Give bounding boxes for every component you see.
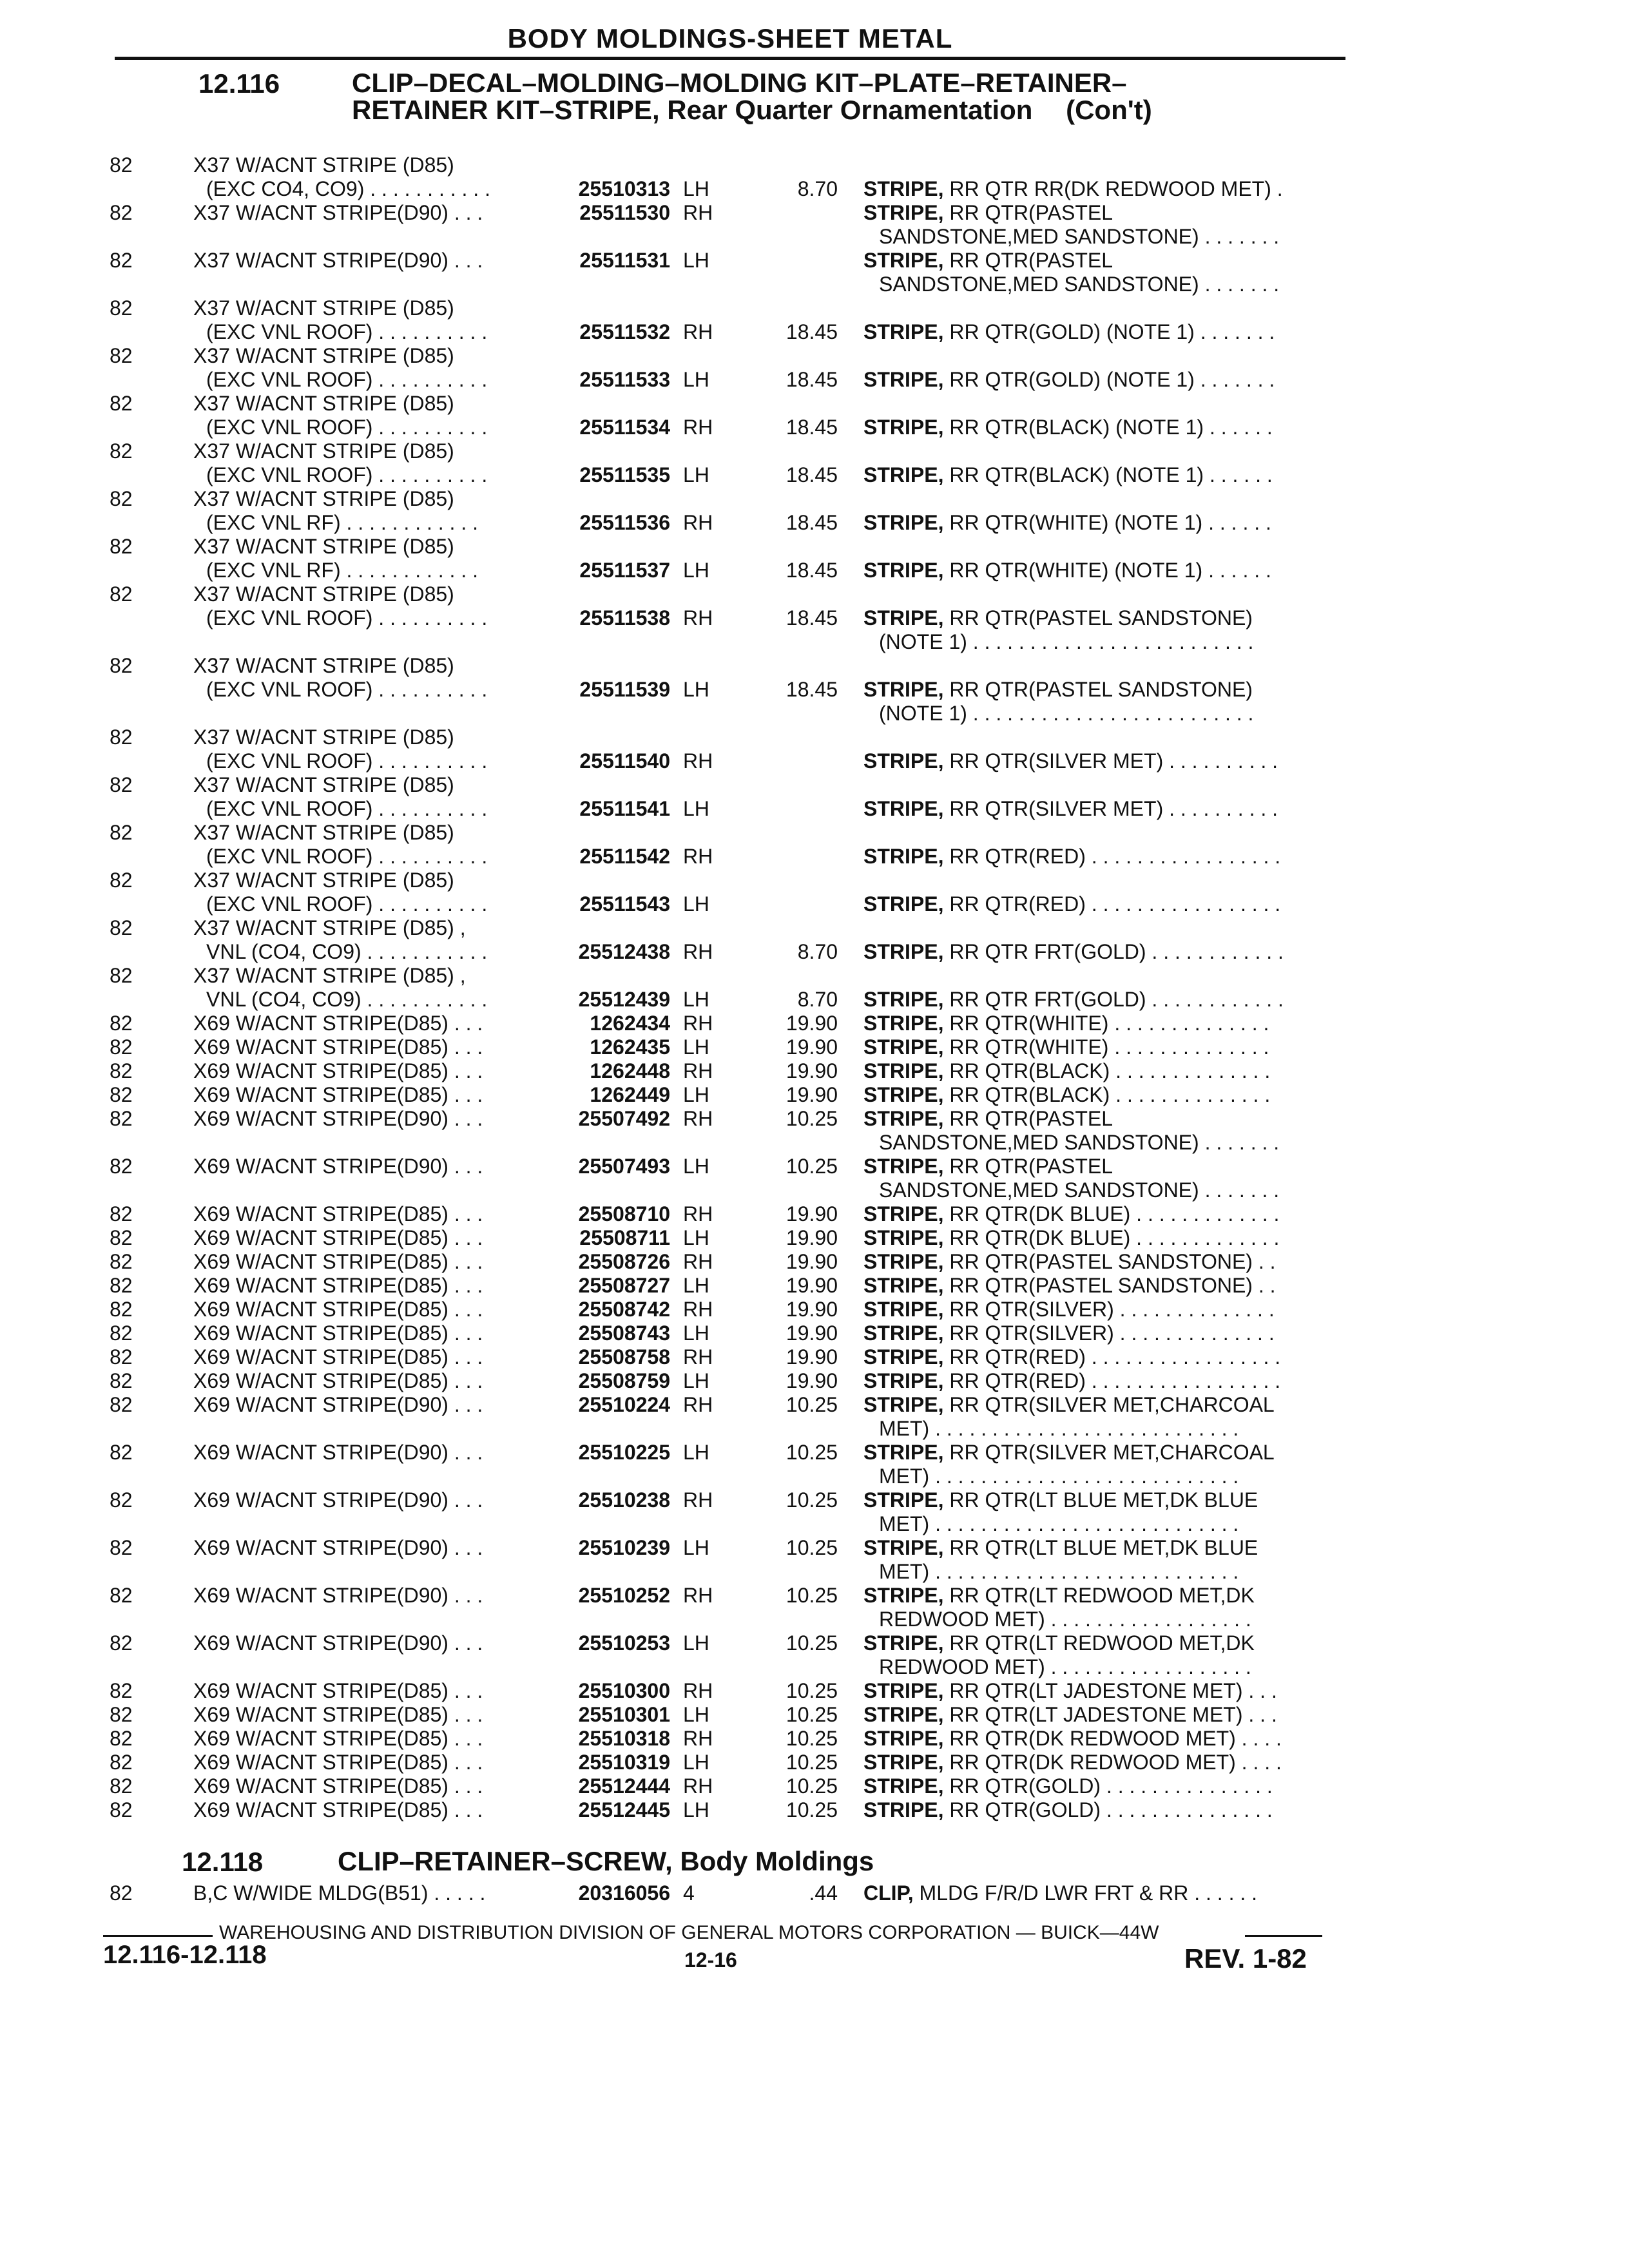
row-side: LH bbox=[683, 892, 709, 916]
row-description: X69 W/ACNT STRIPE(D85) . . . bbox=[193, 1250, 483, 1273]
row-code: 82 bbox=[110, 249, 133, 272]
section2-title-suffix: Body Moldings bbox=[680, 1846, 874, 1876]
row-code: 82 bbox=[110, 487, 133, 510]
row-description: X69 W/ACNT STRIPE(D90) . . . bbox=[193, 1441, 483, 1464]
footer-page-number: 12-16 bbox=[684, 1948, 737, 1972]
row-part-name: STRIPE, RR QTR(SILVER MET,CHARCOAL MET) . . . . . . . . . . . . . . . . . . . . . . . . . . . bbox=[863, 1441, 1275, 1488]
row-description: X69 W/ACNT STRIPE(D85) . . . bbox=[193, 1321, 483, 1345]
row-part-number: 25510225 bbox=[578, 1441, 670, 1464]
row-side: LH bbox=[683, 1798, 709, 1821]
row-description: X69 W/ACNT STRIPE(D90) . . . bbox=[193, 1584, 483, 1607]
section-title-line2-main: RETAINER KIT–STRIPE, bbox=[352, 95, 660, 125]
section-title-suffix: Rear Quarter Ornamentation bbox=[667, 95, 1033, 125]
row-part-number: 25508710 bbox=[578, 1202, 670, 1225]
row-side: LH bbox=[683, 1441, 709, 1464]
section-title-cont: (Con't) bbox=[1066, 95, 1152, 125]
row-description: X37 W/ACNT STRIPE (D85) (EXC VNL RF) . . . . . . . . . . . . bbox=[193, 487, 478, 534]
row-part-number: 25508742 bbox=[578, 1298, 670, 1321]
row-part-name: STRIPE, RR QTR FRT(GOLD) . . . . . . . . . . . . bbox=[863, 988, 1284, 1011]
row-part-name: STRIPE, RR QTR(GOLD) (NOTE 1) . . . . . . . bbox=[863, 320, 1275, 343]
row-price: .44 bbox=[809, 1881, 838, 1905]
section-title-line2 bbox=[352, 95, 1152, 125]
row-code: 82 bbox=[110, 1774, 133, 1798]
row-side: RH bbox=[683, 511, 713, 534]
row-part-name: STRIPE, RR QTR(LT BLUE MET,DK BLUE MET) . . . . . . . . . . . . . . . . . . . . . . . . . . . bbox=[863, 1488, 1258, 1535]
row-price: 19.90 bbox=[786, 1083, 838, 1106]
row-part-number: 25510224 bbox=[578, 1393, 670, 1416]
row-part-number: 1262448 bbox=[590, 1059, 670, 1082]
row-description: X69 W/ACNT STRIPE(D90) . . . bbox=[193, 1393, 483, 1416]
row-side: RH bbox=[683, 201, 713, 224]
row-side: LH bbox=[683, 177, 709, 200]
row-code: 82 bbox=[110, 1393, 133, 1416]
row-code: 82 bbox=[110, 773, 133, 796]
row-side: LH bbox=[683, 678, 709, 701]
row-part-name: STRIPE, RR QTR(BLACK) . . . . . . . . . . . . . . bbox=[863, 1059, 1271, 1082]
row-part-number: 25508759 bbox=[578, 1369, 670, 1392]
row-part-number: 25510301 bbox=[578, 1703, 670, 1726]
row-part-name: STRIPE, RR QTR(LT JADESTONE MET) . . . bbox=[863, 1679, 1277, 1702]
section2-title bbox=[338, 1846, 874, 1876]
row-description: X37 W/ACNT STRIPE (D85) (EXC VNL ROOF) . . . . . . . . . . bbox=[193, 296, 488, 343]
row-code: 82 bbox=[110, 582, 133, 606]
row-price: 10.25 bbox=[786, 1751, 838, 1774]
row-description: X69 W/ACNT STRIPE(D85) . . . bbox=[193, 1226, 483, 1249]
row-part-name: STRIPE, RR QTR(RED) . . . . . . . . . . . . . . . . . bbox=[863, 845, 1281, 868]
row-part-number: 25510253 bbox=[578, 1631, 670, 1655]
row-part-name: STRIPE, RR QTR(LT REDWOOD MET,DK REDWOOD MET) . . . . . . . . . . . . . . . . . . bbox=[863, 1584, 1255, 1631]
row-part-name: STRIPE, RR QTR(GOLD) (NOTE 1) . . . . . . . bbox=[863, 368, 1275, 391]
row-description: X69 W/ACNT STRIPE(D85) . . . bbox=[193, 1369, 483, 1392]
row-side: LH bbox=[683, 1536, 709, 1559]
row-code: 82 bbox=[110, 1274, 133, 1297]
row-price: 19.90 bbox=[786, 1035, 838, 1059]
row-description: X37 W/ACNT STRIPE (D85) (EXC VNL ROOF) . . . . . . . . . . bbox=[193, 654, 488, 701]
row-side: LH bbox=[683, 1751, 709, 1774]
row-part-number: 1262435 bbox=[590, 1035, 670, 1059]
footer-rule-right bbox=[1245, 1935, 1322, 1937]
row-side: RH bbox=[683, 1393, 713, 1416]
row-description: X69 W/ACNT STRIPE(D85) . . . bbox=[193, 1798, 483, 1821]
row-part-number: 25511535 bbox=[579, 463, 670, 486]
row-description: X37 W/ACNT STRIPE (D85) (EXC VNL ROOF) . . . . . . . . . . bbox=[193, 439, 488, 486]
row-price: 18.45 bbox=[786, 511, 838, 534]
row-price: 10.25 bbox=[786, 1107, 838, 1130]
row-side: RH bbox=[683, 320, 713, 343]
row-part-name: STRIPE, RR QTR(GOLD) . . . . . . . . . . . . . . . bbox=[863, 1774, 1273, 1798]
row-part-name: STRIPE, RR QTR(RED) . . . . . . . . . . . . . . . . . bbox=[863, 1345, 1281, 1369]
row-part-number: 25511541 bbox=[579, 797, 670, 820]
row-price: 10.25 bbox=[786, 1631, 838, 1655]
row-code: 82 bbox=[110, 1536, 133, 1559]
row-part-number: 25512439 bbox=[578, 988, 670, 1011]
row-part-name: CLIP, MLDG F/R/D LWR FRT & RR . . . . . . bbox=[863, 1881, 1258, 1905]
row-code: 82 bbox=[110, 1083, 133, 1106]
row-part-number: 25510252 bbox=[578, 1584, 670, 1607]
row-part-number: 25511540 bbox=[579, 749, 670, 773]
row-code: 82 bbox=[110, 1012, 133, 1035]
row-price: 8.70 bbox=[797, 940, 838, 963]
row-part-name: STRIPE, RR QTR(PASTEL SANDSTONE,MED SANDSTONE) . . . . . . . bbox=[863, 201, 1280, 248]
row-code: 82 bbox=[110, 344, 133, 367]
row-description: X37 W/ACNT STRIPE (D85) (EXC VNL RF) . . . . . . . . . . . . bbox=[193, 535, 478, 582]
row-price: 18.45 bbox=[786, 368, 838, 391]
row-price: 18.45 bbox=[786, 416, 838, 439]
row-part-number: 25511534 bbox=[579, 416, 670, 439]
row-side: RH bbox=[683, 1012, 713, 1035]
row-description: X37 W/ACNT STRIPE (D85) (EXC VNL ROOF) . . . . . . . . . . bbox=[193, 821, 488, 868]
row-description: X69 W/ACNT STRIPE(D85) . . . bbox=[193, 1012, 483, 1035]
row-price: 19.90 bbox=[786, 1274, 838, 1297]
row-side: LH bbox=[683, 1083, 709, 1106]
row-part-name: STRIPE, RR QTR(PASTEL SANDSTONE) (NOTE 1) . . . . . . . . . . . . . . . . . . . . . . . . . bbox=[863, 678, 1254, 725]
row-side: RH bbox=[683, 1298, 713, 1321]
row-description: X69 W/ACNT STRIPE(D90) . . . bbox=[193, 1488, 483, 1512]
row-side: RH bbox=[683, 1107, 713, 1130]
row-part-number: 1262434 bbox=[590, 1012, 670, 1035]
row-code: 82 bbox=[110, 1155, 133, 1178]
row-code: 82 bbox=[110, 1059, 133, 1082]
row-part-name: STRIPE, RR QTR FRT(GOLD) . . . . . . . . . . . . bbox=[863, 940, 1284, 963]
section-number: 12.116 bbox=[198, 68, 280, 99]
row-side: RH bbox=[683, 845, 713, 868]
section2-title-main: CLIP–RETAINER–SCREW, bbox=[338, 1846, 673, 1876]
row-code: 82 bbox=[110, 296, 133, 320]
row-part-name: STRIPE, RR QTR(LT BLUE MET,DK BLUE MET) . . . . . . . . . . . . . . . . . . . . . . . . . . . bbox=[863, 1536, 1258, 1583]
row-price: 19.90 bbox=[786, 1369, 838, 1392]
row-part-name: STRIPE, RR QTR(DK BLUE) . . . . . . . . . . . . . bbox=[863, 1226, 1280, 1249]
row-side: RH bbox=[683, 1202, 713, 1225]
row-part-number: 25511532 bbox=[579, 320, 670, 343]
row-code: 82 bbox=[110, 201, 133, 224]
row-code: 82 bbox=[110, 1631, 133, 1655]
row-code: 82 bbox=[110, 1584, 133, 1607]
row-description: X37 W/ACNT STRIPE (D85) (EXC VNL ROOF) . . . . . . . . . . bbox=[193, 773, 488, 820]
row-part-number: 25511536 bbox=[579, 511, 670, 534]
row-price: 19.90 bbox=[786, 1226, 838, 1249]
row-part-name: STRIPE, RR QTR(PASTEL SANDSTONE) . . bbox=[863, 1274, 1276, 1297]
row-description: X69 W/ACNT STRIPE(D85) . . . bbox=[193, 1679, 483, 1702]
row-code: 82 bbox=[110, 1107, 133, 1130]
row-price: 10.25 bbox=[786, 1488, 838, 1512]
row-description: X69 W/ACNT STRIPE(D85) . . . bbox=[193, 1274, 483, 1297]
row-part-number: 25510318 bbox=[578, 1727, 670, 1750]
row-part-number: 25508711 bbox=[579, 1226, 670, 1249]
row-price: 10.25 bbox=[786, 1536, 838, 1559]
row-code: 82 bbox=[110, 1369, 133, 1392]
row-part-number: 25508727 bbox=[578, 1274, 670, 1297]
row-part-number: 25511538 bbox=[579, 606, 670, 629]
row-code: 82 bbox=[110, 1250, 133, 1273]
row-code: 82 bbox=[110, 1703, 133, 1726]
row-code: 82 bbox=[110, 1679, 133, 1702]
row-description: X37 W/ACNT STRIPE(D90) . . . bbox=[193, 201, 483, 224]
row-side: RH bbox=[683, 940, 713, 963]
row-code: 82 bbox=[110, 535, 133, 558]
section2-number: 12.118 bbox=[182, 1847, 264, 1877]
row-part-name: STRIPE, RR QTR(BLACK) . . . . . . . . . . . . . . bbox=[863, 1083, 1271, 1106]
row-side: LH bbox=[683, 559, 709, 582]
row-side: RH bbox=[683, 606, 713, 629]
row-code: 82 bbox=[110, 1202, 133, 1225]
row-price: 10.25 bbox=[786, 1774, 838, 1798]
row-description: X69 W/ACNT STRIPE(D85) . . . bbox=[193, 1298, 483, 1321]
row-description: X69 W/ACNT STRIPE(D85) . . . bbox=[193, 1035, 483, 1059]
row-part-number: 25511542 bbox=[579, 845, 670, 868]
row-price: 19.90 bbox=[786, 1012, 838, 1035]
row-price: 10.25 bbox=[786, 1727, 838, 1750]
row-part-number: 25510238 bbox=[578, 1488, 670, 1512]
row-part-name: STRIPE, RR QTR(LT JADESTONE MET) . . . bbox=[863, 1703, 1277, 1726]
row-part-name: STRIPE, RR QTR(WHITE) (NOTE 1) . . . . . . bbox=[863, 511, 1271, 534]
row-description: B,C W/WIDE MLDG(B51) . . . . . bbox=[193, 1881, 486, 1905]
row-description: X69 W/ACNT STRIPE(D85) . . . bbox=[193, 1703, 483, 1726]
row-part-name: STRIPE, RR QTR(PASTEL SANDSTONE,MED SANDSTONE) . . . . . . . bbox=[863, 1155, 1280, 1202]
row-code: 82 bbox=[110, 1881, 133, 1905]
row-part-name: STRIPE, RR QTR RR(DK REDWOOD MET) . bbox=[863, 177, 1283, 200]
row-part-name: STRIPE, RR QTR(SILVER MET,CHARCOAL MET) . . . . . . . . . . . . . . . . . . . . . . . . . . . bbox=[863, 1393, 1275, 1440]
row-code: 82 bbox=[110, 1441, 133, 1464]
section-title-line1: CLIP–DECAL–MOLDING–MOLDING KIT–PLATE–RETAINER– bbox=[352, 68, 1127, 98]
row-part-name: STRIPE, RR QTR(PASTEL SANDSTONE) (NOTE 1) . . . . . . . . . . . . . . . . . . . . . . . . . bbox=[863, 606, 1254, 653]
row-description: X37 W/ACNT STRIPE (D85) , VNL (CO4, CO9) . . . . . . . . . . . bbox=[193, 964, 488, 1011]
row-side: LH bbox=[683, 1703, 709, 1726]
row-price: 8.70 bbox=[797, 177, 838, 200]
row-side: RH bbox=[683, 1059, 713, 1082]
row-price: 10.25 bbox=[786, 1584, 838, 1607]
row-part-number: 25507493 bbox=[578, 1155, 670, 1178]
row-description: X37 W/ACNT STRIPE (D85) (EXC VNL ROOF) . . . . . . . . . . bbox=[193, 344, 488, 391]
row-price: 10.25 bbox=[786, 1798, 838, 1821]
row-description: X37 W/ACNT STRIPE (D85) (EXC VNL ROOF) . . . . . . . . . . bbox=[193, 392, 488, 439]
row-code: 82 bbox=[110, 1727, 133, 1750]
row-price: 19.90 bbox=[786, 1298, 838, 1321]
row-part-name: STRIPE, RR QTR(WHITE) (NOTE 1) . . . . . . bbox=[863, 559, 1271, 582]
row-code: 82 bbox=[110, 1226, 133, 1249]
row-part-name: STRIPE, RR QTR(BLACK) (NOTE 1) . . . . . . bbox=[863, 416, 1273, 439]
row-code: 82 bbox=[110, 964, 133, 987]
row-part-name: STRIPE, RR QTR(LT REDWOOD MET,DK REDWOOD MET) . . . . . . . . . . . . . . . . . . bbox=[863, 1631, 1255, 1678]
row-code: 82 bbox=[110, 1035, 133, 1059]
row-description: X69 W/ACNT STRIPE(D85) . . . bbox=[193, 1059, 483, 1082]
row-price: 10.25 bbox=[786, 1155, 838, 1178]
row-part-name: STRIPE, RR QTR(SILVER) . . . . . . . . . . . . . . bbox=[863, 1298, 1275, 1321]
row-side: LH bbox=[683, 1369, 709, 1392]
row-code: 82 bbox=[110, 1798, 133, 1821]
row-part-number: 25510239 bbox=[578, 1536, 670, 1559]
row-description: X69 W/ACNT STRIPE(D90) . . . bbox=[193, 1536, 483, 1559]
row-part-name: STRIPE, RR QTR(GOLD) . . . . . . . . . . . . . . . bbox=[863, 1798, 1273, 1821]
row-part-number: 25507492 bbox=[578, 1107, 670, 1130]
footer-rule-left bbox=[103, 1935, 213, 1937]
row-code: 82 bbox=[110, 392, 133, 415]
row-description: X37 W/ACNT STRIPE (D85) (EXC VNL ROOF) . . . . . . . . . . bbox=[193, 582, 488, 629]
row-price: 19.90 bbox=[786, 1202, 838, 1225]
row-part-name: STRIPE, RR QTR(PASTEL SANDSTONE,MED SANDSTONE) . . . . . . . bbox=[863, 249, 1280, 296]
row-part-number: 25511537 bbox=[579, 559, 670, 582]
row-part-name: STRIPE, RR QTR(RED) . . . . . . . . . . . . . . . . . bbox=[863, 1369, 1281, 1392]
row-code: 82 bbox=[110, 916, 133, 939]
row-side: LH bbox=[683, 797, 709, 820]
row-part-number: 25511539 bbox=[579, 678, 670, 701]
row-side: LH bbox=[683, 1226, 709, 1249]
row-side: LH bbox=[683, 249, 709, 272]
row-part-number: 25512445 bbox=[578, 1798, 670, 1821]
row-part-number: 25512444 bbox=[578, 1774, 670, 1798]
row-side: 4 bbox=[683, 1881, 695, 1905]
row-code: 82 bbox=[110, 1345, 133, 1369]
row-part-name: STRIPE, RR QTR(WHITE) . . . . . . . . . . . . . . bbox=[863, 1012, 1269, 1035]
row-part-number: 25508758 bbox=[578, 1345, 670, 1369]
row-side: LH bbox=[683, 1155, 709, 1178]
row-side: LH bbox=[683, 1035, 709, 1059]
row-code: 82 bbox=[110, 1488, 133, 1512]
row-price: 18.45 bbox=[786, 606, 838, 629]
row-part-number: 25510313 bbox=[578, 177, 670, 200]
row-price: 18.45 bbox=[786, 463, 838, 486]
row-code: 82 bbox=[110, 1321, 133, 1345]
row-price: 19.90 bbox=[786, 1345, 838, 1369]
row-part-name: STRIPE, RR QTR(DK REDWOOD MET) . . . . bbox=[863, 1751, 1282, 1774]
row-description: X69 W/ACNT STRIPE(D90) . . . bbox=[193, 1155, 483, 1178]
row-part-number: 25508726 bbox=[578, 1250, 670, 1273]
row-part-name: STRIPE, RR QTR(PASTEL SANDSTONE,MED SANDSTONE) . . . . . . . bbox=[863, 1107, 1280, 1154]
row-code: 82 bbox=[110, 821, 133, 844]
row-description: X37 W/ACNT STRIPE (D85) (EXC CO4, CO9) . . . . . . . . . . . bbox=[193, 153, 490, 200]
row-price: 18.45 bbox=[786, 320, 838, 343]
row-side: LH bbox=[683, 463, 709, 486]
footer-division: WAREHOUSING AND DISTRIBUTION DIVISION OF GENERAL MOTORS CORPORATION — BUICK—44W bbox=[219, 1922, 1159, 1943]
row-part-number: 25510300 bbox=[578, 1679, 670, 1702]
row-price: 19.90 bbox=[786, 1321, 838, 1345]
row-part-number: 1262449 bbox=[590, 1083, 670, 1106]
row-part-number: 25511530 bbox=[579, 201, 670, 224]
row-code: 82 bbox=[110, 1298, 133, 1321]
row-part-name: STRIPE, RR QTR(RED) . . . . . . . . . . . . . . . . . bbox=[863, 892, 1281, 916]
header-rule bbox=[115, 57, 1345, 60]
row-part-name: STRIPE, RR QTR(PASTEL SANDSTONE) . . bbox=[863, 1250, 1276, 1273]
row-part-name: STRIPE, RR QTR(SILVER MET) . . . . . . . . . . bbox=[863, 749, 1278, 773]
row-part-name: STRIPE, RR QTR(SILVER MET) . . . . . . . . . . bbox=[863, 797, 1278, 820]
footer-range: 12.116-12.118 bbox=[103, 1941, 267, 1969]
row-side: RH bbox=[683, 1679, 713, 1702]
row-part-name: STRIPE, RR QTR(WHITE) . . . . . . . . . . . . . . bbox=[863, 1035, 1269, 1059]
row-side: LH bbox=[683, 988, 709, 1011]
row-side: RH bbox=[683, 1488, 713, 1512]
row-side: RH bbox=[683, 749, 713, 773]
row-price: 10.25 bbox=[786, 1703, 838, 1726]
row-description: X69 W/ACNT STRIPE(D85) . . . bbox=[193, 1774, 483, 1798]
row-part-name: STRIPE, RR QTR(DK REDWOOD MET) . . . . bbox=[863, 1727, 1282, 1750]
row-side: RH bbox=[683, 1584, 713, 1607]
row-price: 10.25 bbox=[786, 1679, 838, 1702]
row-side: RH bbox=[683, 416, 713, 439]
row-side: LH bbox=[683, 1631, 709, 1655]
row-side: RH bbox=[683, 1774, 713, 1798]
row-description: X37 W/ACNT STRIPE (D85) (EXC VNL ROOF) . . . . . . . . . . bbox=[193, 869, 488, 916]
row-price: 18.45 bbox=[786, 559, 838, 582]
row-side: LH bbox=[683, 1321, 709, 1345]
row-description: X69 W/ACNT STRIPE(D85) . . . bbox=[193, 1202, 483, 1225]
row-part-name: STRIPE, RR QTR(BLACK) (NOTE 1) . . . . . . bbox=[863, 463, 1273, 486]
row-price: 10.25 bbox=[786, 1393, 838, 1416]
row-code: 82 bbox=[110, 869, 133, 892]
footer-revision: REV. 1-82 bbox=[1184, 1943, 1307, 1974]
row-part-number: 25508743 bbox=[578, 1321, 670, 1345]
row-code: 82 bbox=[110, 726, 133, 749]
row-price: 18.45 bbox=[786, 678, 838, 701]
row-price: 10.25 bbox=[786, 1441, 838, 1464]
page-title: BODY MOLDINGS-SHEET METAL bbox=[507, 23, 953, 53]
row-side: RH bbox=[683, 1727, 713, 1750]
row-part-number: 20316056 bbox=[578, 1881, 670, 1905]
row-description: X69 W/ACNT STRIPE(D85) . . . bbox=[193, 1345, 483, 1369]
row-description: X69 W/ACNT STRIPE(D90) . . . bbox=[193, 1107, 483, 1130]
row-code: 82 bbox=[110, 439, 133, 463]
row-part-number: 25512438 bbox=[578, 940, 670, 963]
row-part-name: STRIPE, RR QTR(SILVER) . . . . . . . . . . . . . . bbox=[863, 1321, 1275, 1345]
row-code: 82 bbox=[110, 1751, 133, 1774]
row-description: X69 W/ACNT STRIPE(D90) . . . bbox=[193, 1631, 483, 1655]
row-price: 8.70 bbox=[797, 988, 838, 1011]
row-description: X69 W/ACNT STRIPE(D85) . . . bbox=[193, 1083, 483, 1106]
row-code: 82 bbox=[110, 153, 133, 177]
row-part-number: 25511531 bbox=[579, 249, 670, 272]
row-description: X69 W/ACNT STRIPE(D85) . . . bbox=[193, 1751, 483, 1774]
row-price: 19.90 bbox=[786, 1059, 838, 1082]
row-side: LH bbox=[683, 368, 709, 391]
row-code: 82 bbox=[110, 654, 133, 677]
row-side: LH bbox=[683, 1274, 709, 1297]
row-part-name: STRIPE, RR QTR(DK BLUE) . . . . . . . . . . . . . bbox=[863, 1202, 1280, 1225]
row-side: RH bbox=[683, 1345, 713, 1369]
row-description: X69 W/ACNT STRIPE(D85) . . . bbox=[193, 1727, 483, 1750]
row-part-number: 25510319 bbox=[578, 1751, 670, 1774]
row-part-number: 25511543 bbox=[579, 892, 670, 916]
row-description: X37 W/ACNT STRIPE (D85) (EXC VNL ROOF) . . . . . . . . . . bbox=[193, 726, 488, 773]
row-part-number: 25511533 bbox=[579, 368, 670, 391]
row-description: X37 W/ACNT STRIPE(D90) . . . bbox=[193, 249, 483, 272]
row-side: RH bbox=[683, 1250, 713, 1273]
row-description: X37 W/ACNT STRIPE (D85) , VNL (CO4, CO9) . . . . . . . . . . . bbox=[193, 916, 488, 963]
row-price: 19.90 bbox=[786, 1250, 838, 1273]
